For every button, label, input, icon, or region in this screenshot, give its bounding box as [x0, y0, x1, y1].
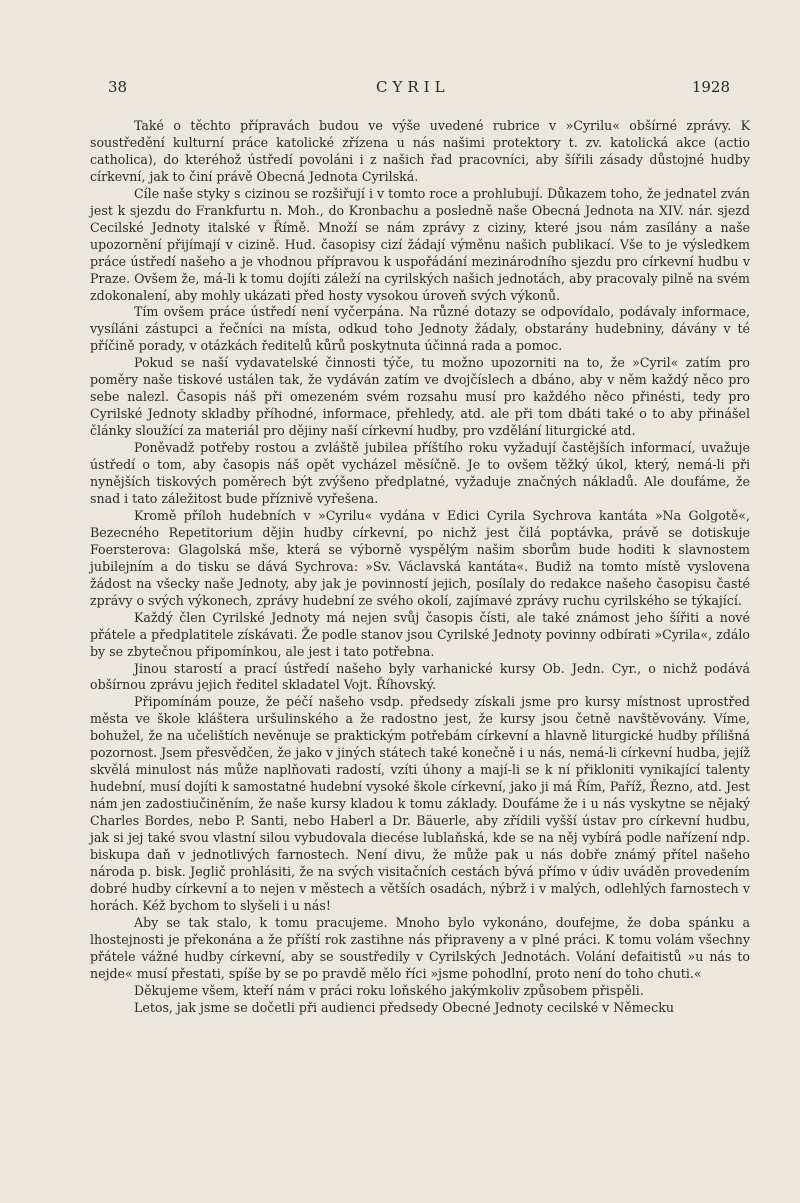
paragraph-8: Jinou starostí a prací ústředí našeho byly varhanické kursy Ob. Jedn. Cyr., o nichž podává obšírnou zprávu jejich ředitel skladatel Vojt. Říhovský.	[90, 660, 750, 693]
page-header	[108, 78, 730, 98]
paragraph-4: Pokud se naší vydavatelské činnosti týče, tu možno upozorniti na to, že »Cyril« zatím pro poměry naše tiskové ustálen tak, že vydáván zatím ve dvojčíslech a dbáno, aby v něm každý něco pro sebe nalezl. Časopis náš při omezeném svém rozsahu musí pro každého něco přinésti, tedy pro Cyrilské Jednoty skladby příhodné, informace, přehledy, atd. ale při tom dbáti také o to aby přinášel články sloužící za materiál pro dějiny naší církevní hudby, pro vzdělání liturgické atd.	[90, 355, 750, 439]
paragraph-11: Děkujeme všem, kteří nám v práci roku loňského jakýmkoliv způsobem přispěli.	[134, 982, 644, 998]
journal-title: CYRIL	[376, 78, 450, 96]
year: 1928	[691, 78, 730, 96]
article-body	[90, 118, 750, 1017]
paragraph-6: Kromě příloh hudebních v »Cyrilu« vydána v Edici Cyrila Sychrova kantáta »Na Golgotě«, Bezecného Repetitorium dějin hudby církevní, po nichž jest čilá poptávka, právě se dotiskuje Foersterova: Glagolská mše, která se výborně vyspělým našim sborům bude hoditi k slavnostem jubilejním a do tisku se dává Sychrova: »Sv. Václavská kantáta«. Budiž na tomto místě vyslovena žádost na všecky naše Jednoty, aby jak je povinností jejich, posílaly do redakce našeho časopisu časté zprávy o svých výkonech, zprávy hudební ze svého okolí, zajímavé zprávy ruchu cyrilského se týkající.	[90, 507, 750, 608]
paragraph-5: Poněvadž potřeby rostou a zvláště jubilea příštího roku vyžadují častějších informací, uvažuje ústředí o tom, aby časopis náš opět vycházel měsíčně. Je to ovšem těžký úkol, který, nemá-li při nynějších tiskových poměrech být zvýšeno předplatné, vyžaduje značných nákladů. Ale doufáme, že snad i tato záležitost bude příznivě vyřešena.	[90, 440, 750, 506]
paragraph-10: Aby se tak stalo, k tomu pracujeme. Mnoho bylo vykonáno, doufejme, že doba spánku a lhostejnosti je překonána a že příští rok zastihne nás připraveny a v plné práci. K tomu volám všechny přátele vážné hudby církevní, aby se soustředily v Cyrilských Jednotách. Volání defaitistů »u nás to nejde« musí přestati, spíše by se po pravdě mělo říci »jsme pohodlní, proto není do toho chuti.«	[90, 914, 750, 981]
paragraph-2: Cíle naše styky s cizinou se rozšiřují i v tomto roce a prohlubují. Důkazem toho, že jednatel zván jest k sjezdu do Frankfurtu n. Moh., do Kronbachu a posledně naše Obecná Jednota na XIV. nár. sjezd Cecilské Jednoty italské v Římě. Množí se nám zprávy z ciziny, které jsou nám zasílány a naše upozornění přijímají v cizině. Hud. časopisy cizí žádají výměnu našich publikací. Vše to je výsledkem práce ústředí našeho a je vhodnou přípravou k uspořádání mezinárodního sjezdu pro církevní hudbu v Praze. Ovšem že, má-li k tomu dojíti záleží na cyrilských našich jednotách, aby pracovaly pilně na svém zdokonalení, aby mohly ukázati před hosty vysokou úroveň svých výkonů.	[90, 185, 750, 303]
page-number: 38	[108, 78, 128, 96]
paragraph-1: Také o těchto přípravách budou ve výše uvedené rubrice v »Cyrilu« obšírné zprávy. K soustředění kulturní práce katolické zřízena u nás našimi protektory t. zv. katolická akce (actio catholica), do kteréhož ústředí povoláni i z našich řad pracovníci, aby šířili zásady důstojné hudby církevní, jak to činí právě Obecná Jednota Cyrilská.	[90, 118, 750, 184]
paragraph-7: Každý člen Cyrilské Jednoty má nejen svůj časopis čísti, ale také známost jeho šířiti a nové přátele a předplatitele získávati. Že podle stanov jsou Cyrilské Jednoty povinny odbírati »Cyrila«, zdálo by se zbytečnou připomínkou, ale jest i tato potřebna.	[90, 609, 750, 659]
paragraph-12: Letos, jak jsme se dočetli při audienci předsedy Obecné Jednoty cecilské v Německu	[134, 999, 674, 1015]
paragraph-3: Tím ovšem práce ústředí není vyčerpána. Na různé dotazy se odpovídalo, podávaly informace, vysíláni zástupci a řečníci na místa, odkud toho Jednoty žádaly, obstarány hudebniny, dávány v té příčině porady, v otázkách ředitelů kůrů poskytnuta účinná rada a pomoc.	[90, 304, 750, 354]
paragraph-9: Připomínám pouze, že péčí našeho vsdp. předsedy získali jsme pro kursy místnost uprostřed města ve škole kláštera uršulinského a že radostno jest, že kursy jsou četně navštěvovány. Víme, bohužel, že na učelištích nevěnuje se praktickým potřebám církevní a hlavně liturgické hudby přílišná pozornost. Jsem přesvědčen, že jako v jiných státech také konečně i u nás, nemá-li církevní hudba, jejíž skvělá minulost nás může naplňovati radostí, vzíti úhony a mají-li se k ní přikloniti vynikající talenty hudební, musí dojíti k samostatné hudební vysoké škole církevní, jako ji má Řím, Paříž, Řezno, atd. Jest nám jen zadostiučiněním, že naše kursy kladou k tomu základy. Doufáme že i u nás vyskytne se nějaký Charles Bordes, nebo P. Santi, nebo Haberl a Dr. Bäuerle, aby zřídili vyšší ústav pro církevní hudbu, jak si jej také svou vlastní silou vybudovala diecése lublaňská, kde se na něj vybírá podle nařízení ndp. biskupa daň v jednotlivých farnostech. Není divu, že může pak u nás dobře známý přítel našeho národa p. bisk. Jeglič prohlásiti, že na svých visitačních cestách bývá přímo v údiv uváděn provedením dobré hudby církevní a to nejen v městech a větších osadách, nýbrž i v malých, odlehlých farnostech v horách. Kéž bychom to slyšeli i u nás!	[90, 694, 750, 913]
